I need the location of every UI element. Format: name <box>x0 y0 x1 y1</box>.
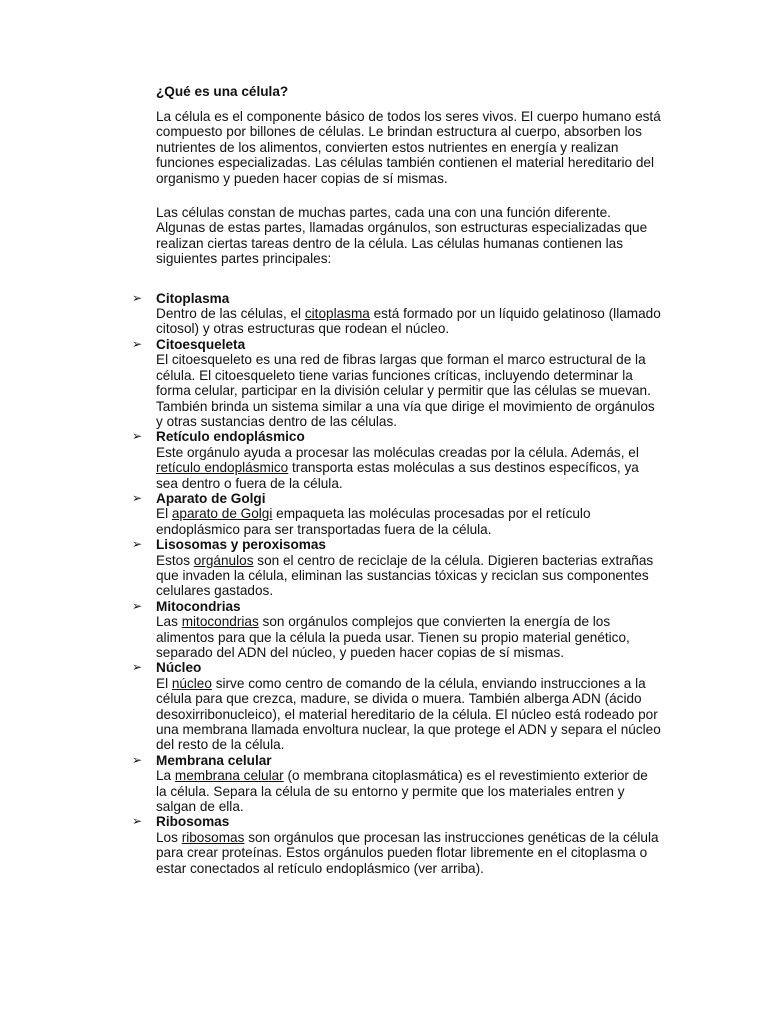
item-title: Retículo endoplásmico <box>156 429 305 445</box>
item-description-text: (o membrana citoplasmática) es el revestimiento exterior de la célula. Separa la célula de su entorno y permite que los materiales entren y salgan de ella. <box>156 768 648 815</box>
item-description <box>156 614 662 660</box>
term-link[interactable]: núcleo <box>171 675 212 691</box>
arrow-bullet-icon: ➢ <box>132 814 143 829</box>
item-title: Aparato de Golgi <box>156 490 266 506</box>
item-description <box>156 830 662 876</box>
term-link[interactable]: orgánulos <box>193 552 254 568</box>
item-title: Citoesqueleta <box>156 336 246 352</box>
parts-paragraph: Las células constan de muchas partes, cada una con una función diferente. Algunas de estas partes, llamadas orgánulos, son estructuras especializadas que realizan ciertas tareas dentro de la célula. Las células humanas contienen las siguientes partes principales: <box>156 205 648 267</box>
item-description-text: transporta estas moléculas a sus destinos específicos, ya sea dentro o fuera de la célula. <box>156 460 639 491</box>
arrow-bullet-icon: ➢ <box>132 490 143 505</box>
item-description <box>156 676 662 753</box>
arrow-bullet-icon: ➢ <box>132 336 143 351</box>
arrow-bullet-icon: ➢ <box>132 429 143 444</box>
term-link[interactable]: aparato de Golgi <box>171 506 273 522</box>
term-link[interactable]: ribosomas <box>181 829 245 845</box>
intro-paragraph: La célula es el componente básico de todos los seres vivos. El cuerpo humano está compuesto por billones de células. Le brindan estructura al cuerpo, absorben los nutrientes de los alimentos, convierten estos nutrientes en energía y realizan funciones especializadas. Las células también contienen el material hereditario del organismo y pueden hacer copias de sí mismas. <box>156 109 661 186</box>
item-description-text: Dentro de las células, el <box>156 306 305 322</box>
item-description-text: Estos <box>156 552 194 568</box>
document-title: ¿Qué es una célula? <box>156 84 289 99</box>
item-description <box>156 553 662 599</box>
arrow-bullet-icon: ➢ <box>132 290 143 305</box>
list-item <box>132 290 662 337</box>
item-description <box>156 352 662 429</box>
list-item <box>132 429 662 491</box>
list-item <box>132 490 662 537</box>
list-item <box>132 598 662 661</box>
item-description-text: El citoesqueleto es una red de fibras largas que forman el marco estructural de la célula. El citoesqueleto tiene varias funciones críticas, incluyendo determinar la forma celular, participar en la división celular y permitir que las células se muevan. También brinda un sistema similar a una vía que dirige el movimiento de orgánulos y otras sustancias dentro de las células. <box>156 352 655 429</box>
arrow-bullet-icon: ➢ <box>132 598 143 613</box>
item-description <box>156 445 662 491</box>
list-item <box>132 814 662 876</box>
list-item <box>132 660 662 753</box>
item-description-text: son orgánulos que procesan las instrucciones genéticas de la célula para crear proteínas. Estos orgánulos pueden flotar libremente en el citoplasma o estar conectados al retículo endoplásmico (ver arriba). <box>156 829 659 876</box>
arrow-bullet-icon: ➢ <box>132 660 143 675</box>
item-title: Lisosomas y peroxisomas <box>156 537 326 553</box>
item-description-text: El <box>156 675 172 691</box>
item-description-text: está formado por un líquido gelatinoso (llamado citosol) y otras estructuras que rodean el núcleo. <box>156 306 661 337</box>
item-description-text: sirve como centro de comando de la célula, enviando instrucciones a la célula para que crezca, madure, se divida o muera. También alberga ADN (ácido desoxirribonucleico), el material hereditario de la célula. El núcleo está rodeado por una membrana llamada envoltura nuclear, la que protege el ADN y separa el núcleo del resto de la célula. <box>156 675 661 753</box>
item-description-text: Este orgánulo ayuda a procesar las moléculas creadas por la célula. Además, el <box>156 444 639 460</box>
arrow-bullet-icon: ➢ <box>132 537 143 552</box>
list-item <box>132 336 662 429</box>
item-description-text: empaqueta las moléculas procesadas por el retículo endoplásmico para ser transportadas fuera de la célula. <box>156 506 591 537</box>
item-title: Citoplasma <box>156 290 230 306</box>
document-content <box>132 84 662 876</box>
item-description-text: son el centro de reciclaje de la célula. Digieren bacterias extrañas que invaden la célula, eliminan las sustancias tóxicas y reciclan sus componentes celulares gastados. <box>156 552 654 599</box>
item-description-text: Los <box>156 829 182 845</box>
cell-parts-list <box>132 290 662 876</box>
list-item <box>132 752 662 815</box>
item-title: Membrana celular <box>156 752 272 768</box>
term-link[interactable]: retículo endoplásmico <box>156 460 289 476</box>
list-item <box>132 537 662 599</box>
item-description <box>156 306 662 337</box>
item-title: Núcleo <box>156 660 202 676</box>
item-description <box>156 506 662 537</box>
term-link[interactable]: mitocondrias <box>181 614 259 630</box>
item-description-text: son orgánulos complejos que convierten la energía de los alimentos para que la célula la pueda usar. Tienen su propio material genético, separado del ADN del núcleo, y pueden hacer copias de sí mismas. <box>156 614 630 660</box>
item-description-text: La <box>156 768 175 784</box>
item-description-text: El <box>156 506 172 522</box>
item-description-text: Las <box>156 614 182 630</box>
term-link[interactable]: membrana celular <box>174 768 284 784</box>
term-link[interactable]: citoplasma <box>304 306 370 322</box>
item-title: Mitocondrias <box>156 598 241 614</box>
arrow-bullet-icon: ➢ <box>132 752 143 767</box>
item-title: Ribosomas <box>156 814 230 830</box>
item-description <box>156 768 662 814</box>
